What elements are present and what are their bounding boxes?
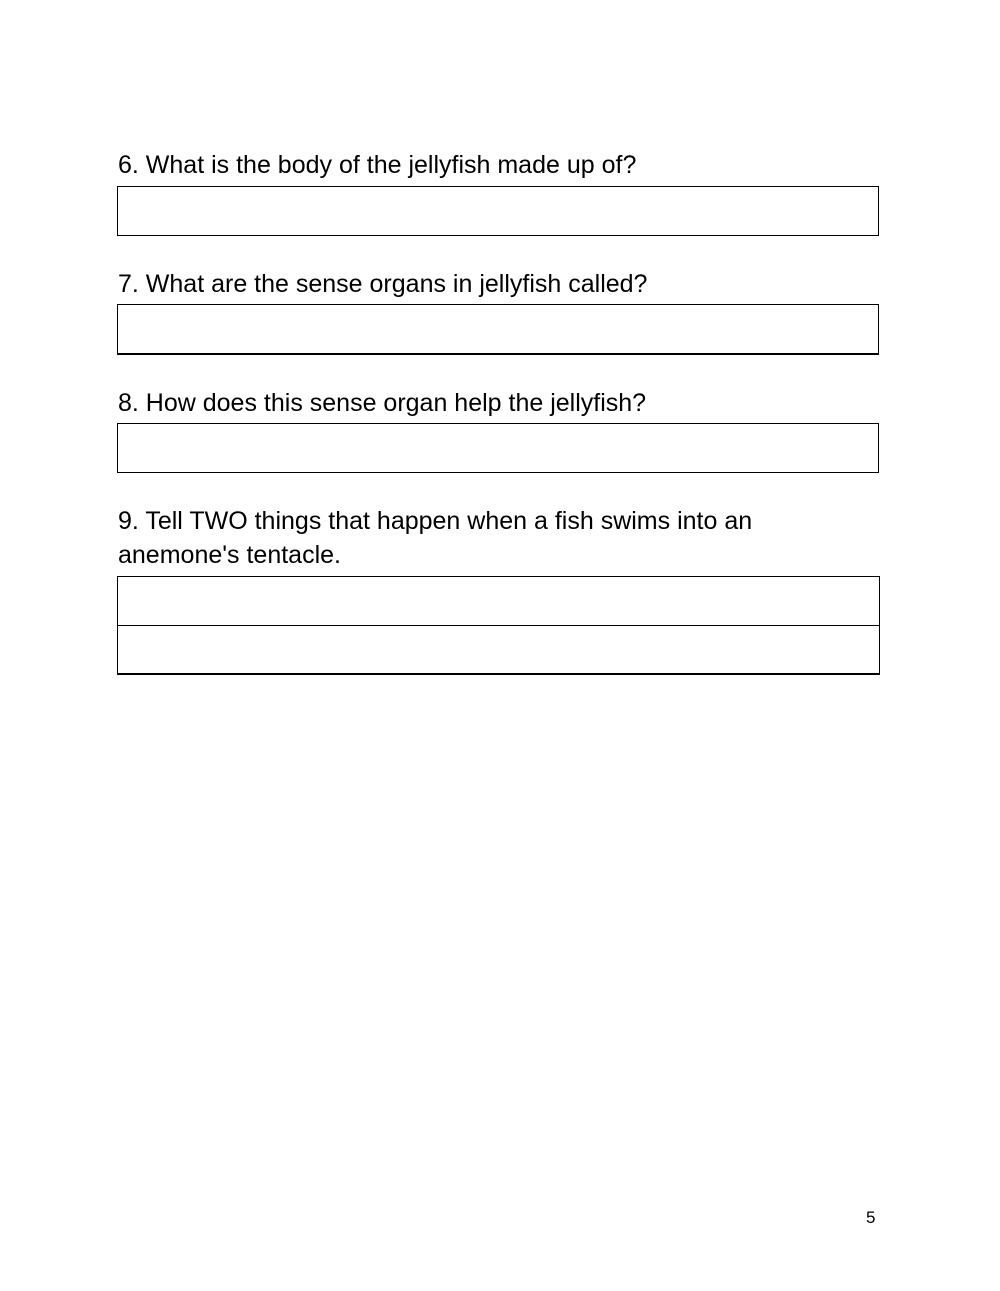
question-7-answer-input[interactable] (117, 304, 879, 355)
question-8-answer-input[interactable] (117, 423, 879, 473)
page-number: 5 (866, 1208, 876, 1227)
question-6-answer-input[interactable] (117, 186, 879, 236)
question-9-text: 9. Tell TWO things that happen when a fish swims into an anemone's tentacle. (118, 507, 753, 569)
question-9-answer-input-1[interactable] (118, 577, 879, 625)
question-7-text: 7. What are the sense organs in jellyfish called? (118, 270, 648, 298)
question-8-text: 8. How does this sense organ help the jellyfish? (118, 389, 647, 417)
question-6-text: 6. What is the body of the jellyfish made up of? (118, 151, 637, 179)
question-9-answer-input-2[interactable] (118, 625, 879, 673)
question-9-answer-group (117, 576, 880, 675)
